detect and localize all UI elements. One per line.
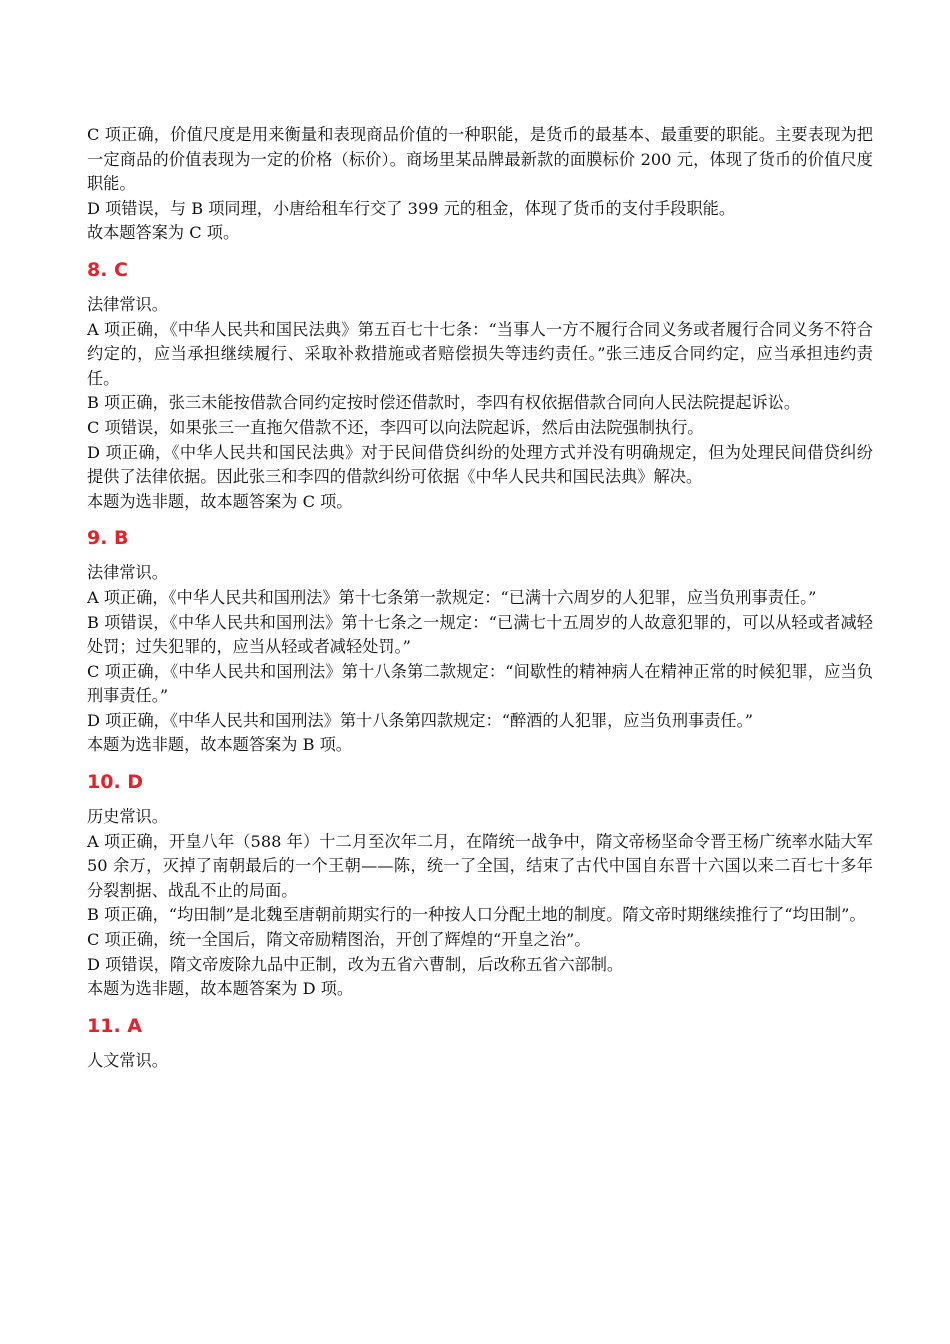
- explanation-paragraph: C 项正确，价值尺度是用来衡量和表现商品价值的一种职能，是货币的最基本、最重要的职能。主要表现为把一定商品的价值表现为一定的价格（标价）。商场里某品牌最新款的面膜标价 200 元，体现了货币的价值尺度职能。: [87, 125, 873, 194]
- answer-section: [87, 246, 873, 514]
- explanation-paragraph: 本题为选非题，故本题答案为 D 项。: [87, 979, 354, 999]
- explanation-paragraph: A 项正确，《中华人民共和国民法典》第五百七十七条：“当事人一方不履行合同义务或者履行合同义务不符合约定的，应当承担继续履行、采取补救措施或者赔偿损失等违约责任。”张三违反合同约定，应当承担违约责任。: [87, 319, 873, 388]
- explanation-paragraph: 本题为选非题，故本题答案为 C 项。: [87, 491, 353, 511]
- question-number-heading: 11. A: [87, 1014, 142, 1037]
- explanation-paragraph: C 项正确，统一全国后，隋文帝励精图治，开创了辉煌的“开皇之治”。: [87, 930, 591, 950]
- explanation-paragraph: 本题为选非题，故本题答案为 B 项。: [87, 735, 352, 755]
- answer-section: [87, 514, 873, 758]
- explanation-paragraph: D 项错误，隋文帝废除九品中正制，改为五省六曹制，后改称五省六部制。: [87, 954, 624, 974]
- explanation-paragraph: D 项正确，《中华人民共和国刑法》第十八条第四款规定：“醉酒的人犯罪，应当负刑事责任。”: [87, 710, 753, 730]
- explanation-paragraph: 历史常识。: [87, 807, 168, 827]
- answer-section: [87, 758, 873, 1002]
- answer-explanation-page: [87, 123, 873, 1073]
- question-number-heading: 10. D: [87, 771, 144, 794]
- explanation-paragraph: D 项错误，与 B 项同理，小唐给租车行交了 399 元的租金，体现了货币的支付手段职能。: [87, 198, 736, 218]
- explanation-paragraph: C 项错误，如果张三一直拖欠借款不还，李四可以向法院起诉，然后由法院强制执行。: [87, 417, 704, 437]
- explanation-paragraph: 故本题答案为 C 项。: [87, 223, 240, 243]
- answer-section: [87, 1002, 873, 1074]
- explanation-paragraph: D 项正确，《中华人民共和国民法典》对于民间借贷纠纷的处理方式并没有明确规定，但为处理民间借贷纠纷提供了法律依据。因此张三和李四的借款纠纷可依据《中华人民共和国民法典》解决。: [87, 442, 873, 487]
- explanation-paragraph: 法律常识。: [87, 294, 168, 314]
- explanation-paragraph: 法律常识。: [87, 563, 168, 583]
- explanation-paragraph: 人文常识。: [87, 1050, 168, 1070]
- explanation-paragraph: A 项正确，开皇八年（588 年）十二月至次年二月，在隋统一战争中，隋文帝杨坚命令晋王杨广统率水陆大军 50 余万，灭掉了南朝最后的一个王朝——陈，统一了全国，结束了古代中国自东晋十六国以来二百七十多年分裂割据、战乱不止的局面。: [87, 831, 873, 900]
- question-number-heading: 9. B: [87, 527, 129, 550]
- answer-section: [87, 123, 873, 246]
- explanation-paragraph: B 项正确，张三未能按借款合同约定按时偿还借款时，李四有权依据借款合同向人民法院提起诉讼。: [87, 393, 801, 413]
- explanation-paragraph: C 项正确，《中华人民共和国刑法》第十八条第二款规定：“间歇性的精神病人在精神正常的时候犯罪，应当负刑事责任。”: [87, 661, 873, 706]
- explanation-paragraph: B 项错误，《中华人民共和国刑法》第十七条之一规定：“已满七十五周岁的人故意犯罪的，可以从轻或者减轻处罚；过失犯罪的，应当从轻或者减轻处罚。”: [87, 612, 873, 657]
- question-number-heading: 8. C: [87, 258, 128, 281]
- explanation-paragraph: A 项正确，《中华人民共和国刑法》第十七条第一款规定：“已满十六周岁的人犯罪，应当负刑事责任。”: [87, 587, 817, 607]
- explanation-paragraph: B 项正确，“均田制”是北魏至唐朝前期实行的一种按人口分配土地的制度。隋文帝时期继续推行了“均田制”。: [87, 905, 866, 925]
